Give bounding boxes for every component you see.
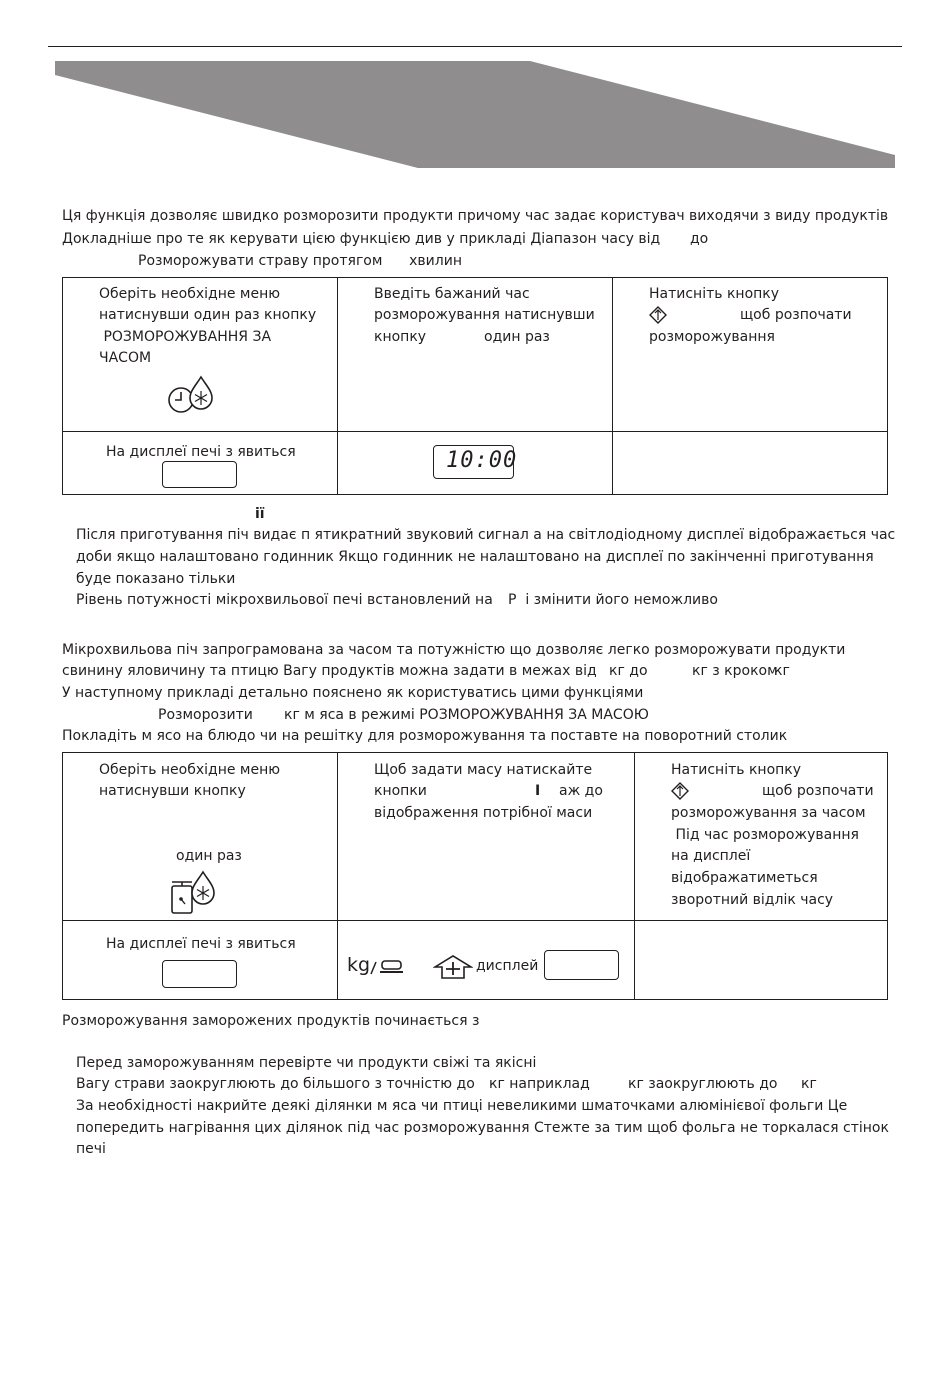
- weight-intro-line-2b: кг до: [609, 663, 648, 679]
- display-time-readout: 10:00: [446, 448, 518, 473]
- weight-intro-line-2d: кг: [774, 663, 790, 679]
- tip-2b: кг наприклад: [489, 1076, 590, 1092]
- weight-defrost-icon: [166, 870, 218, 918]
- table1-display-label: На дисплеї печі з явиться: [106, 444, 296, 460]
- table2-step1-line2: натиснувши кнопку: [99, 783, 246, 799]
- table1-step3-line1: Натисніть кнопку: [649, 286, 780, 302]
- tip-4: попередить нагрівання цих ділянок під час розморожування Стежте за тим щоб фольга не торкалася стінок: [76, 1120, 889, 1136]
- footer-start: Розморожування заморожених продуктів починається з: [62, 1013, 480, 1029]
- notes-line-4: Рівень потужності мікрохвильової печі встановлений на: [76, 592, 493, 608]
- weight-food-icon: [369, 956, 409, 978]
- table1-step1-line3: РОЗМОРОЖУВАННЯ ЗА: [99, 329, 272, 345]
- weight-intro-line-5: Покладіть м ясо на блюдо чи на решітку для розморожування та поставте на поворотний столик: [62, 728, 788, 744]
- intro-example: Розморожувати страву протягом хвилин: [138, 253, 462, 269]
- table1-step3-line3: розморожування: [649, 329, 775, 345]
- notes-heading: ії: [255, 506, 265, 522]
- tip-5: печі: [76, 1141, 106, 1157]
- table2-step3-line2: щоб розпочати: [762, 783, 874, 799]
- weight-example-b: кг м яса в режимі РОЗМОРОЖУВАННЯ ЗА МАСОЮ: [284, 707, 649, 723]
- table2-step3-line4: Під час розморожування: [671, 827, 859, 843]
- table2-step1-line1: Оберіть необхідне меню: [99, 762, 281, 778]
- table2-divider-2: [634, 752, 635, 1000]
- table1-step2-line3b: один раз: [484, 329, 550, 345]
- table2-row-divider: [62, 920, 888, 921]
- plus-arrow-icon: [433, 954, 473, 980]
- notes-line-1: Після приготування піч видає п ятикратний звуковий сигнал а на світлодіодному дисплеї відображається час: [76, 527, 896, 543]
- notes-line-2: доби якщо налаштовано годинник Якщо годинник не налаштовано на дисплеї по закінченні приготування: [76, 549, 874, 565]
- table2-step3-line6: відображатиметься: [671, 870, 818, 886]
- table2-divider-1: [337, 752, 338, 1000]
- display-box-blank: [162, 461, 237, 488]
- weight-intro-line-3: У наступному прикладі детально пояснено як користуватись цими функціями: [62, 685, 644, 701]
- table2-step3-line3: розморожування за часом: [671, 805, 866, 821]
- weight-example-a: Розморозити: [158, 707, 253, 723]
- table2-step3-line7: зворотний відлік часу: [671, 892, 834, 908]
- tip-3: За необхідності накрийте деякі ділянки м яса чи птиці невеликими шматочками алюмінієвої фольги Це: [76, 1098, 848, 1114]
- time-defrost-icon: [166, 373, 216, 417]
- kg-label: kg: [347, 954, 371, 976]
- intro-line-1: Ця функція дозволяє швидко розморозити продукти причому час задає користувач виходячи з виду продуктів: [62, 208, 889, 224]
- tip-2: Вагу страви заокруглюють до більшого з точністю до: [76, 1076, 475, 1092]
- display-box-blank-2: [162, 960, 237, 988]
- table1-step1-line2: натиснувши один раз кнопку: [99, 307, 317, 323]
- table2-step2-sep: I: [535, 783, 541, 799]
- tip-1: Перед заморожуванням перевірте чи продукти свіжі та якісні: [76, 1055, 537, 1071]
- table1-step1-line4: ЧАСОМ: [99, 350, 152, 366]
- table2-step3-line1: Натисніть кнопку: [671, 762, 802, 778]
- header-banner: [0, 0, 950, 200]
- table1-row-divider: [62, 431, 888, 432]
- table1-divider-2: [612, 277, 613, 495]
- tip-2d: кг: [801, 1076, 817, 1092]
- weight-intro-line-1: Мікрохвильова піч запрограмована за часом та потужністю що дозволяє легко розморожувати продукти: [62, 642, 846, 658]
- start-icon-2: [671, 782, 689, 800]
- table2-step2-line3: відображення потрібної маси: [374, 805, 593, 821]
- intro-line-2: Докладніше про те як керувати цією функцією див у прикладі Діапазон часу від: [62, 231, 661, 247]
- table2-step3-line5: на дисплеї: [671, 848, 751, 864]
- table2-step2-line2: кнопки: [374, 783, 427, 799]
- intro-line-2-to: до: [690, 231, 709, 247]
- start-icon: [649, 306, 667, 324]
- table2-step2-line1: Щоб задати масу натискайте: [374, 762, 593, 778]
- table1-step2-line3: кнопку: [374, 329, 427, 345]
- table2-step2-until: аж до: [559, 783, 603, 799]
- table1-divider-1: [337, 277, 338, 495]
- table1-step2-line2: розморожування натиснувши: [374, 307, 595, 323]
- display-label-2: дисплей: [476, 958, 539, 974]
- notes-line-3: буде показано тільки: [76, 571, 236, 587]
- table1-step3-line2: щоб розпочати: [740, 307, 852, 323]
- weight-intro-line-2c: кг з кроком: [692, 663, 778, 679]
- display-box-weight: [544, 950, 619, 980]
- weight-intro-line-2: свинину яловичину та птицю Вагу продуктів можна задати в межах від: [62, 663, 597, 679]
- notes-line-4b: P і змінити його неможливо: [508, 592, 718, 608]
- table2-display-label: На дисплеї печі з явиться: [106, 936, 296, 952]
- table2-step1-once: один раз: [176, 848, 242, 864]
- table1-step1-line1: Оберіть необхідне меню: [99, 286, 281, 302]
- table1-step2-line1: Введіть бажаний час: [374, 286, 530, 302]
- tip-2c: кг заокруглюють до: [628, 1076, 778, 1092]
